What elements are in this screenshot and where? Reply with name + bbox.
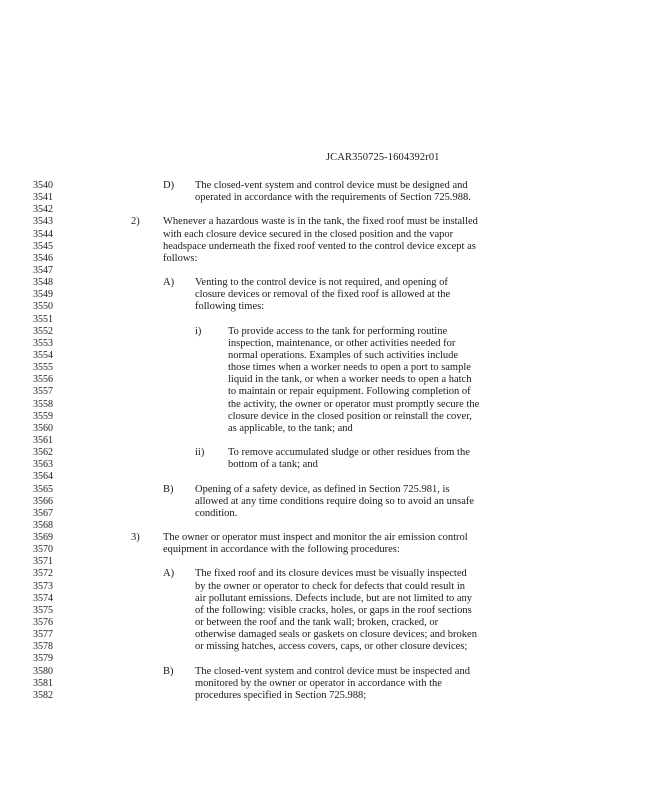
paragraph-line: as applicable, to the tank; and — [228, 422, 353, 434]
paragraph-line: to maintain or repair equipment. Following completion of — [228, 386, 471, 398]
paragraph-line: following times: — [195, 301, 265, 313]
paragraph-line: or between the roof and the tank wall; broken, cracked, or — [195, 617, 439, 629]
line-number: 3567 — [33, 507, 53, 519]
paragraph-line: or missing hatches, access covers, caps, or other closure devices; — [195, 641, 468, 653]
line-number: 3551 — [33, 313, 53, 325]
line-number: 3558 — [33, 398, 53, 410]
line-number: 3557 — [33, 386, 53, 398]
paragraph-line: Venting to the control device is not required, and opening of — [195, 277, 448, 289]
line-number: 3559 — [33, 410, 53, 422]
paragraph-line: closure device in the closed position or reinstall the cover, — [228, 410, 472, 422]
line-number: 3571 — [33, 556, 53, 568]
line-number: 3580 — [33, 665, 53, 677]
paragraph-line: procedures specified in Section 725.988; — [195, 689, 367, 701]
paragraph-line: monitored by the owner or operator in accordance with the — [195, 677, 442, 689]
subsection-marker: A) — [163, 277, 175, 289]
subsection-marker: B) — [163, 665, 174, 677]
line-number: 3582 — [33, 689, 53, 701]
paragraph-line: operated in accordance with the requirements of Section 725.988. — [195, 192, 471, 204]
line-number: 3572 — [33, 568, 53, 580]
line-number: 3577 — [33, 629, 53, 641]
line-number: 3575 — [33, 604, 53, 616]
paragraph-line: Whenever a hazardous waste is in the tank, the fixed roof must be installed — [163, 216, 478, 228]
line-number: 3553 — [33, 337, 53, 349]
paragraph-line: closure devices or removal of the fixed roof is allowed at the — [195, 289, 451, 301]
line-number: 3544 — [33, 228, 53, 240]
document-id-header: JCAR350725-1604392r01 — [326, 152, 440, 163]
line-number: 3550 — [33, 301, 53, 313]
paragraph-line: The closed-vent system and control device must be inspected and — [195, 665, 470, 677]
subsection-marker: 2) — [131, 216, 140, 228]
paragraph-line: condition. — [195, 507, 238, 519]
line-number: 3543 — [33, 216, 53, 228]
paragraph-line: follows: — [163, 252, 198, 264]
subsection-marker: A) — [163, 568, 175, 580]
line-number: 3565 — [33, 483, 53, 495]
paragraph-line: those times when a worker needs to open a port to sample — [228, 362, 471, 374]
paragraph-line: air pollutant emissions. Defects include, but are not limited to any — [195, 592, 473, 604]
line-number: 3546 — [33, 252, 53, 264]
paragraph-line: To provide access to the tank for performing routine — [228, 325, 448, 337]
line-number: 3555 — [33, 362, 53, 374]
paragraph-line: otherwise damaged seals or gaskets on closure devices; and broken — [195, 629, 477, 641]
line-number: 3547 — [33, 264, 53, 276]
line-number: 3570 — [33, 544, 53, 556]
line-number: 3552 — [33, 325, 53, 337]
paragraph-line: To remove accumulated sludge or other residues from the — [228, 447, 470, 459]
subsection-marker: 3) — [131, 532, 140, 544]
line-number: 3581 — [33, 677, 53, 689]
line-number: 3564 — [33, 471, 53, 483]
paragraph-line: of the following: visible cracks, holes, or gaps in the roof sections — [195, 604, 472, 616]
paragraph-line: The closed-vent system and control device must be designed and — [195, 180, 468, 191]
subsection-marker: ii) — [195, 447, 205, 459]
paragraph-line: Opening of a safety device, as defined in Section 725.981, is — [195, 483, 450, 495]
subsection-marker: i) — [195, 325, 202, 337]
line-number: 3554 — [33, 349, 53, 361]
paragraph-line: the activity, the owner or operator must promptly secure the — [228, 398, 480, 410]
paragraph-line: normal operations. Examples of such activities include — [228, 349, 459, 361]
paragraph-line: The owner or operator must inspect and monitor the air emission control — [163, 532, 468, 544]
line-number: 3545 — [33, 240, 53, 252]
line-number: 3560 — [33, 422, 53, 434]
line-number: 3541 — [33, 192, 53, 204]
line-number: 3578 — [33, 641, 53, 653]
subsection-marker: B) — [163, 483, 174, 495]
paragraph-line: by the owner or operator to check for defects that could result in — [195, 580, 465, 592]
line-number: 3548 — [33, 277, 53, 289]
paragraph-line: headspace underneath the fixed roof vented to the control device except as — [163, 240, 476, 252]
line-number: 3566 — [33, 495, 53, 507]
paragraph-line: The fixed roof and its closure devices must be visually inspected — [195, 568, 467, 580]
line-number: 3568 — [33, 519, 53, 531]
line-number: 3540 — [33, 180, 53, 191]
paragraph-line: bottom of a tank; and — [228, 459, 318, 471]
paragraph-line: allowed at any time conditions require doing so to avoid an unsafe — [195, 495, 475, 507]
paragraph-line: equipment in accordance with the following procedures: — [163, 544, 400, 556]
paragraph-line: liquid in the tank, or when a worker needs to open a hatch — [228, 374, 472, 386]
subsection-marker: D) — [163, 180, 175, 191]
line-number: 3574 — [33, 592, 53, 604]
line-number: 3542 — [33, 204, 53, 216]
line-number: 3562 — [33, 447, 53, 459]
paragraph-line: inspection, maintenance, or other activities needed for — [228, 337, 456, 349]
paragraph-line: with each closure device secured in the closed position and the vapor — [163, 228, 454, 240]
line-number: 3569 — [33, 532, 53, 544]
line-number: 3556 — [33, 374, 53, 386]
line-number: 3549 — [33, 289, 53, 301]
line-number: 3561 — [33, 434, 53, 446]
line-number: 3573 — [33, 580, 53, 592]
line-number: 3579 — [33, 653, 53, 665]
line-number: 3563 — [33, 459, 53, 471]
line-number: 3576 — [33, 617, 53, 629]
